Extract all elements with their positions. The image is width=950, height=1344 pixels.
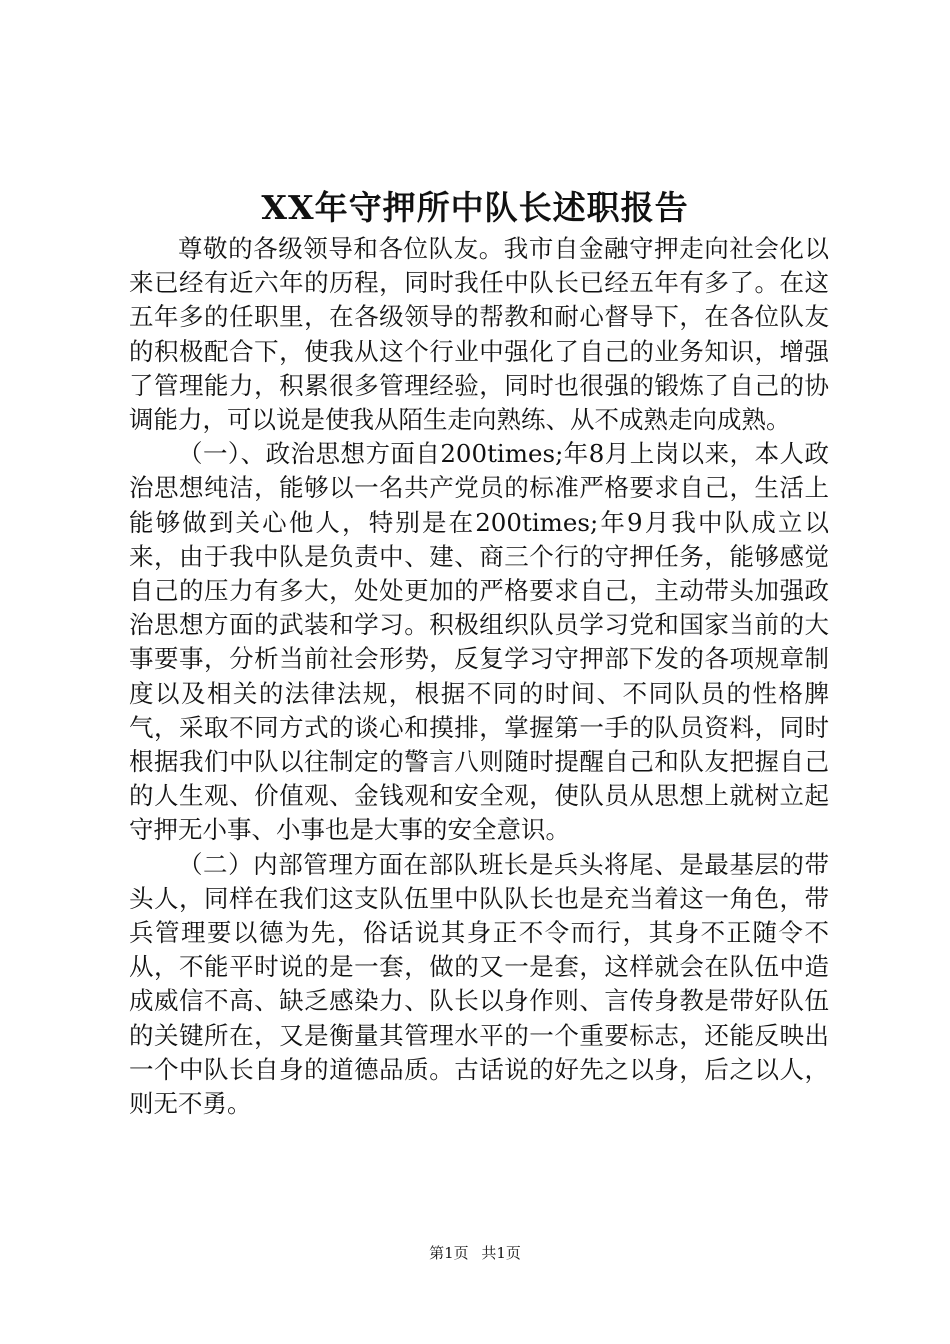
page-footer (0, 1243, 950, 1263)
document-title: XX年守押所中队长述职报告 (261, 188, 689, 227)
paragraph-intro: 尊敬的各级领导和各位队友。我市自金融守押走向社会化以来已经有近六年的历程，同时我任中队长已经五年有多了。在这五年多的任职里，在各级领导的帮教和耐心督导下，在各位队友的积极配合下，使我从这个行业中强化了自己的业务知识，增强了管理能力，积累很多管理经验，同时也很强的锻炼了自己的协调能力，可以说是使我从陌生走向熟练、从不成熟走向成熟。 (129, 234, 829, 435)
document-body (129, 232, 829, 1121)
page-number: 第1页 (429, 1244, 469, 1262)
paragraph-political-thought: （一）、政治思想方面自200times;年8月上岗以来，本人政治思想纯洁，能够以一名共产党员的标准严格要求自己，生活上能够做到关心他人，特别是在200times;年9月我中队成立以来，由于我中队是负责中、建、商三个行的守押任务，能够感觉自己的压力有多大，处处更加的严格要求自己，主动带头加强政治思想方面的武装和学习。积极组织队员学习党和国家当前的大事要事，分析当前社会形势，反复学习守押部下发的各项规章制度以及相关的法律法规，根据不同的时间、不同队员的性格脾气，采取不同方式的谈心和摸排，掌握第一手的队员资料，同时根据我们中队以往制定的警言八则随时提醒自己和队友把握自己的人生观、价值观、金钱观和安全观，使队员从思想上就树立起守押无小事、小事也是大事的安全意识。 (129, 439, 829, 845)
page-total: 共1页 (481, 1244, 521, 1262)
paragraph-internal-management: （二）内部管理方面在部队班长是兵头将尾、是最基层的带头人，同样在我们这支队伍里中队队长也是充当着这一角色，带兵管理要以德为先，俗话说其身正不令而行，其身不正随令不从，不能平时说的是一套，做的又一是套，这样就会在队伍中造成威信不高、缺乏感染力、队长以身作则、言传身教是带好队伍的关键所在，又是衡量其管理水平的一个重要标志，还能反映出一个中队长自身的道德品质。古话说的好先之以身，后之以人，则无不勇。 (129, 849, 829, 1119)
